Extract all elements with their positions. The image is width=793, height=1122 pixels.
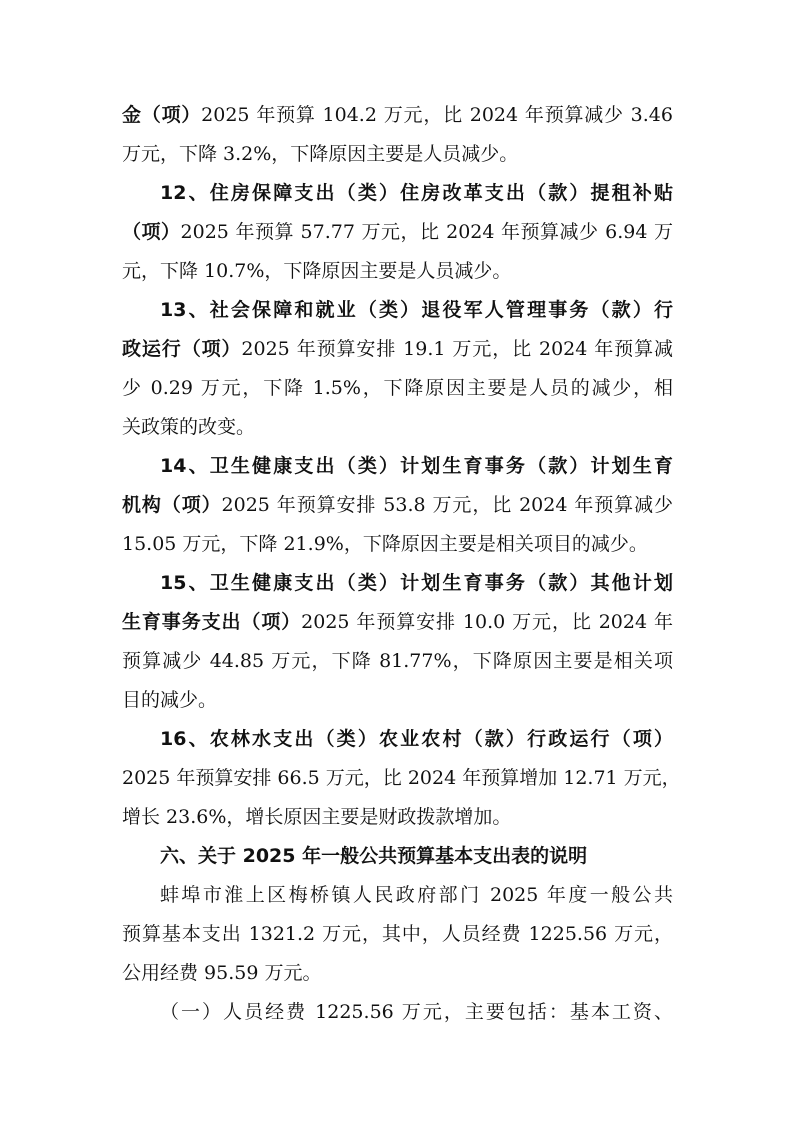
item-heading: 政运行（项） [122,338,242,360]
paragraph-line [122,954,673,993]
paragraph-line [122,96,673,135]
paragraph-line [122,564,673,603]
paragraph-line [122,213,673,252]
item-heading: 12、住房保障支出（类）住房改革支出（款）提租补贴 [160,182,673,204]
section-heading: 六、关于 2025 年一般公共预算基本支出表的说明 [160,845,588,867]
paragraph-line [122,525,673,564]
paragraph-line [122,759,681,798]
item-text: 2025 年预算安排 10.0 万元，比 2024 年 [301,611,673,633]
item-text: 增长 23.6%，增长原因主要是财政拨款增加。 [122,806,512,828]
section-heading-line [122,837,673,876]
item-text: 公用经费 95.59 万元。 [122,962,322,984]
paragraph-line [122,486,673,525]
item-text: 2025 年预算安排 19.1 万元，比 2024 年预算减 [241,338,673,360]
item-text: 2025 年预算 104.2 万元，比 2024 年预算减少 3.46 [201,104,673,126]
paragraph-line [122,408,673,447]
paragraph-line [122,135,673,174]
item-text: 目的减少。 [122,689,218,711]
item-text: 2025 年预算安排 66.5 万元，比 2024 年预算增加 12.71 万元， [122,767,681,789]
paragraph-line [122,369,673,408]
item-text: 预算基本支出 1321.2 万元，其中，人员经费 1225.56 万元， [122,923,673,945]
item-heading: 14、卫生健康支出（类）计划生育事务（款）计划生育 [160,455,673,477]
paragraph-line [122,291,673,330]
item-heading: （项） [122,221,181,243]
paragraph-line [122,681,673,720]
item-heading: 15、卫生健康支出（类）计划生育事务（款）其他计划 [160,572,673,594]
paragraph-line [122,876,673,915]
paragraph-line [122,642,673,681]
item-text: 15.05 万元，下降 21.9%，下降原因主要是相关项目的减少。 [122,533,648,555]
paragraph-line [122,915,673,954]
paragraph-line [122,174,673,213]
item-heading: 13、社会保障和就业（类）退役军人管理事务（款）行 [160,299,673,321]
item-heading: 金（项） [122,104,202,126]
paragraph-line [122,330,673,369]
item-text: 2025 年预算安排 53.8 万元，比 2024 年预算减少 [221,494,673,516]
item-text: 少 0.29 万元，下降 1.5%，下降原因主要是人员的减少，相 [122,377,673,399]
item-heading: 16、农林水支出（类）农业农村（款）行政运行（项） [160,728,673,750]
item-text: 预算减少 44.85 万元，下降 81.77%，下降原因主要是相关项 [122,650,673,672]
item-text: 2025 年预算 57.77 万元，比 2024 年预算减少 6.94 万 [180,221,673,243]
paragraph-line [122,798,673,837]
item-text: 万元，下降 3.2%，下降原因主要是人员减少。 [122,143,519,165]
paragraph-line [122,603,673,642]
item-heading: 生育事务支出（项） [122,611,302,633]
item-text: 关政策的改变。 [122,416,256,438]
item-heading: 机构（项） [122,494,222,516]
item-text: 蚌埠市淮上区梅桥镇人民政府部门 2025 年度一般公共 [160,884,673,906]
paragraph-line [122,720,673,759]
item-text: （一）人员经费 1225.56 万元，主要包括：基本工资、 [160,1001,673,1023]
item-text: 元，下降 10.7%，下降原因主要是人员减少。 [122,260,512,282]
document-body [122,96,681,1032]
paragraph-line [122,447,673,486]
paragraph-line [122,993,673,1032]
paragraph-line [122,252,673,291]
